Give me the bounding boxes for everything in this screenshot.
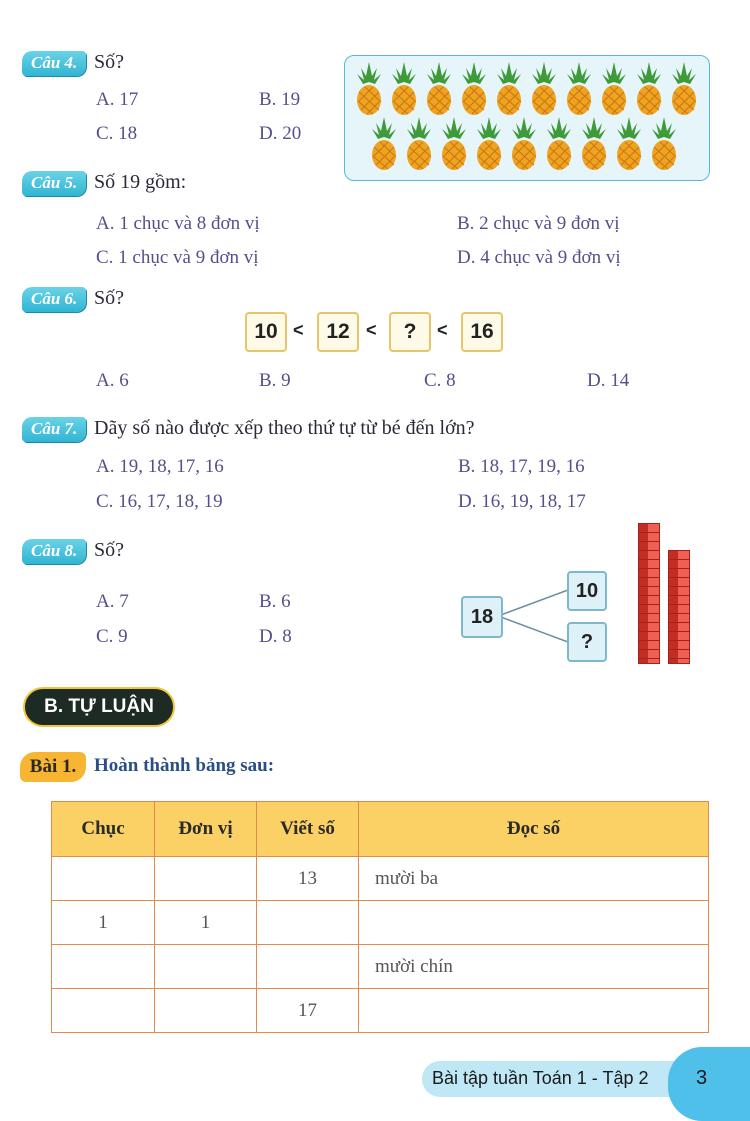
less-than-2: < (366, 320, 377, 340)
pineapple-icon (615, 115, 643, 171)
q8-option-a[interactable]: A. 7 (96, 591, 129, 612)
less-than-1: < (293, 320, 304, 340)
pineapple-icon (370, 115, 398, 171)
pineapple-icon (670, 60, 698, 116)
less-than-3: < (437, 320, 448, 340)
section-b-title (23, 687, 175, 727)
q8-option-b[interactable]: B. 6 (259, 591, 291, 612)
pineapple-icon (650, 115, 678, 171)
seq-box-4: 16 (461, 312, 503, 352)
cell-don-vi[interactable] (155, 857, 257, 901)
pineapple-icon (545, 115, 573, 171)
pineapple-icon (580, 115, 608, 171)
seq-box-1: 10 (245, 312, 287, 352)
header-chuc: Chục (52, 802, 155, 857)
q4-option-d[interactable]: D. 20 (259, 123, 302, 144)
q5-option-c[interactable]: C. 1 chục và 9 đơn vị (96, 247, 259, 268)
bai1-title: Hoàn thành bảng sau: (94, 755, 275, 776)
q5-badge: Câu 5. (22, 171, 86, 196)
number-bond-whole: 18 (461, 596, 503, 638)
pineapple-icon (425, 60, 453, 116)
pineapple-icon (475, 115, 503, 171)
q4-option-c[interactable]: C. 18 (96, 123, 138, 144)
seq-box-unknown: ? (389, 312, 431, 352)
q8-text: Số? (94, 539, 124, 561)
q8-option-d[interactable]: D. 8 (259, 626, 292, 647)
bai1-badge (20, 752, 86, 782)
pineapple-icon (460, 60, 488, 116)
q8-option-c[interactable]: C. 9 (96, 626, 128, 647)
q6-option-a[interactable]: A. 6 (96, 370, 129, 391)
bai1-badge-label: Bài 1. (29, 756, 77, 777)
q7-option-b[interactable]: B. 18, 17, 19, 16 (458, 456, 585, 477)
q4-option-b[interactable]: B. 19 (259, 89, 301, 110)
cell-doc-so[interactable]: mười chín (359, 945, 709, 989)
q7-option-c[interactable]: C. 16, 17, 18, 19 (96, 491, 223, 512)
q7-option-a[interactable]: A. 19, 18, 17, 16 (96, 456, 224, 477)
pineapple-icon (495, 60, 523, 116)
cell-chuc[interactable] (52, 945, 155, 989)
place-value-table (51, 801, 709, 1033)
table-row (52, 901, 709, 945)
q4-text: Số? (94, 51, 124, 73)
pineapple-icon (530, 60, 558, 116)
pineapple-icon (510, 115, 538, 171)
cell-doc-so[interactable]: mười ba (359, 857, 709, 901)
seq-box-2: 12 (317, 312, 359, 352)
q6-option-c[interactable]: C. 8 (424, 370, 456, 391)
q8-badge: Câu 8. (22, 539, 86, 564)
cell-chuc[interactable] (52, 989, 155, 1033)
q5-option-a[interactable]: A. 1 chục và 8 đơn vị (96, 213, 260, 234)
q6-badge: Câu 6. (22, 287, 86, 312)
q5-option-b[interactable]: B. 2 chục và 9 đơn vị (457, 213, 620, 234)
table-row (52, 857, 709, 901)
pineapple-icon (390, 60, 418, 116)
cell-don-vi[interactable] (155, 989, 257, 1033)
cell-doc-so[interactable] (359, 989, 709, 1033)
footer-page-tab (668, 1047, 750, 1121)
pineapple-icon (600, 60, 628, 116)
number-bond-part2: ? (567, 622, 607, 662)
q5-option-d[interactable]: D. 4 chục và 9 đơn vị (457, 247, 621, 268)
pineapple-icon (355, 60, 383, 116)
units-column (668, 550, 690, 664)
q6-option-b[interactable]: B. 9 (259, 370, 291, 391)
q7-text: Dãy số nào được xếp theo thứ tự từ bé đến lớn? (94, 417, 475, 439)
table-row (52, 989, 709, 1033)
pineapple-icon (440, 115, 468, 171)
number-bond-part1: 10 (567, 571, 607, 611)
q4-option-a[interactable]: A. 17 (96, 89, 139, 110)
cell-chuc[interactable]: 1 (52, 901, 155, 945)
header-doc-so: Đọc số (359, 802, 709, 857)
q4-badge: Câu 4. (22, 51, 86, 76)
q5-text: Số 19 gồm: (94, 171, 187, 193)
header-don-vi: Đơn vị (155, 802, 257, 857)
cell-don-vi[interactable]: 1 (155, 901, 257, 945)
footer-book-title: Bài tập tuần Toán 1 - Tập 2 (432, 1068, 649, 1088)
tens-rod (638, 523, 660, 664)
table-header-row (52, 802, 709, 857)
cell-viet-so[interactable] (257, 901, 359, 945)
table-row (52, 945, 709, 989)
q7-option-d[interactable]: D. 16, 19, 18, 17 (458, 491, 586, 512)
cell-viet-so[interactable] (257, 945, 359, 989)
pineapple-icon (405, 115, 433, 171)
cell-viet-so[interactable]: 13 (257, 857, 359, 901)
cell-don-vi[interactable] (155, 945, 257, 989)
q6-option-d[interactable]: D. 14 (587, 370, 630, 391)
cell-doc-so[interactable] (359, 901, 709, 945)
q6-text: Số? (94, 287, 124, 309)
q7-badge: Câu 7. (22, 417, 86, 442)
header-viet-so: Viết số (257, 802, 359, 857)
pineapple-icon (635, 60, 663, 116)
cell-viet-so[interactable]: 17 (257, 989, 359, 1033)
cell-chuc[interactable] (52, 857, 155, 901)
page-number: 3 (696, 1067, 708, 1089)
section-b-label: B. TỰ LUẬN (44, 696, 154, 717)
pineapple-icon (565, 60, 593, 116)
